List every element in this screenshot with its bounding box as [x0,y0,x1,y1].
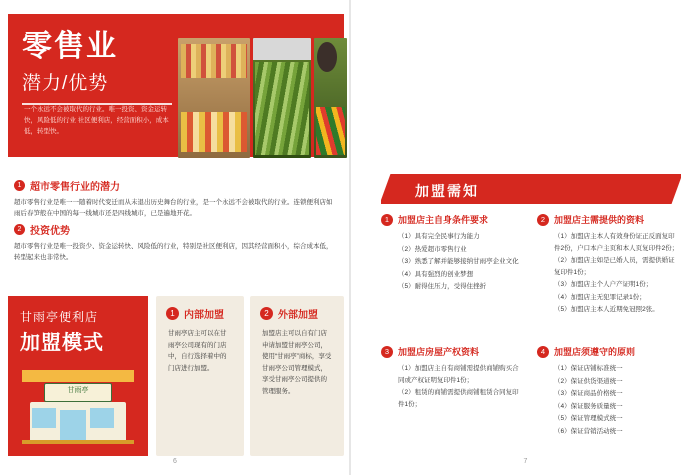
block-3-header [381,346,525,358]
card-external-franchise [250,296,344,456]
store-illustration [22,370,134,444]
block-3-title: 加盟店房屋产权资料 [398,347,480,357]
photo-vegetable-display [253,38,311,158]
page-number-right: 7 [523,458,528,465]
block-number-badge: 2 [537,214,549,226]
banner-notch-left [364,174,391,204]
section-number-badge: 1 [14,180,25,191]
list-item: （6）保证营销活动统一 [554,427,623,435]
block-required-documents [537,214,681,317]
block-2-header [537,214,681,226]
banner-notch-right [672,174,697,204]
block-2-title: 加盟店主需提供的资料 [554,215,645,225]
card-number-badge: 1 [166,307,179,320]
store-window-left [32,408,56,428]
card-external-header [250,296,344,321]
block-1-list [398,231,525,293]
section-potential-title: 超市零售行业的潜力 [30,182,120,193]
card-external-title: 外部加盟 [278,310,318,321]
photo-shopper [314,38,347,158]
hero-description: 一个永远不会被取代的行业。唯一投资、资金运转快，风险低的行业 社区便利店，经营面积小，成本低，转型快。 [24,106,169,135]
store-roof [22,370,134,382]
list-item: （5）加盟店主本人近期免冠照2张。 [554,306,659,313]
section-investment-body: 超市零售行业是唯一投资少、资金运转快、风险低的行业，特别是社区便利店，因其经营面积小，综合成本低，转型起来也非常快。 [14,243,333,261]
section-investment [14,222,336,263]
photo-store-aisle [178,38,250,158]
requirements-banner [381,174,681,204]
list-item: （3）加盟店主个人户产证明1份； [554,281,653,288]
list-item: （2）保证供货渠道统一 [554,377,623,385]
list-item: （5）保证管理模式统一 [554,415,623,422]
section-investment-header [14,222,336,237]
section-number-badge: 2 [14,224,25,235]
block-2-list [554,231,681,316]
card-number-badge: 2 [260,307,273,320]
right-page [351,0,700,475]
list-item: （2）加盟店主如是已婚人员，需提供婚证复印件1份； [554,257,675,276]
list-item: （2）热爱超市零售行业 [398,245,467,253]
block-property-documents [381,346,525,411]
list-item: （1）保证店铺标准统一 [554,365,623,372]
block-4-title: 加盟店须遵守的原则 [554,347,636,357]
block-franchise-principles [537,346,681,438]
hero-banner [8,14,344,157]
card-internal-header [156,296,244,321]
section-potential-body: 超市零售行业是唯一一随着时代变迁而从未退出历史舞台的行业，是一个永远不会被取代的行业。连锁便利店如雨后春笋般在中国的每一线城市还是四线城市，已是遍地开花。 [14,199,333,217]
requirements-banner-title: 加盟需知 [415,183,479,199]
list-item: （1）加盟店主本人有效身份证正反面复印件2份，户口本户主页和本人页复印件2份； [554,233,679,252]
hero-title-group [22,30,172,105]
list-item: （3）保证商品价格统一 [554,390,623,397]
block-1-title: 加盟店主自身条件要求 [398,215,489,225]
hero-title-sub: 潜力/优势 [22,73,109,94]
card-internal-body: 甘雨亭店主可以在甘雨亭公司现有的门店中，自行选择着中的门店进行加盟。 [168,330,227,372]
block-applicant-requirements [381,214,525,294]
block-number-badge: 1 [381,214,393,226]
block-4-header [537,346,681,358]
list-item: （4）加盟店主无犯罪记录1份； [554,293,646,301]
brand-name: 甘雨亭便利店 [20,310,99,324]
store-sign-label: 甘雨亭 [67,387,89,394]
block-number-badge: 3 [381,346,393,358]
list-item: （4）具有强烈的创业梦想 [398,270,474,278]
list-item: （2）租赁的商铺需提供商铺租赁合同复印件1份； [398,389,519,408]
card-external-body: 加盟店主可以自有门店申请加盟甘雨亭公司，使用“甘雨亭”商标，享受甘雨亭公司管理模式，享受甘雨亭公司提供的管理服务。 [262,330,332,395]
hero-photo-strip [178,38,346,158]
section-investment-title: 投资优势 [30,226,70,237]
store-door [60,410,86,442]
page-number-left: 6 [173,458,177,465]
block-3-list [398,363,525,410]
brand-mode-title: 加盟模式 [20,332,104,354]
card-internal-franchise [156,296,244,456]
store-window-right [90,408,114,428]
brand-panel [8,296,148,456]
list-item: （1）加盟店主自有商铺需提供商铺购买合同或产权证明复印件1份； [398,365,519,384]
list-item: （5）耐得住压力，受得住挫折 [398,283,487,290]
block-number-badge: 4 [537,346,549,358]
list-item: （3）熟悉了解并能够接纳甘雨亭企业文化 [398,258,519,265]
list-item: （4）保证服务质量统一 [554,402,623,410]
card-internal-title: 内部加盟 [184,310,224,321]
list-item: （1）具有完全民事行为能力 [398,233,480,240]
section-potential-header [14,178,336,193]
store-sign [44,383,112,402]
section-potential [14,178,336,219]
store-base [22,440,134,444]
block-4-list [554,363,681,437]
hero-title-main: 零售业 [22,30,118,63]
block-1-header [381,214,525,226]
